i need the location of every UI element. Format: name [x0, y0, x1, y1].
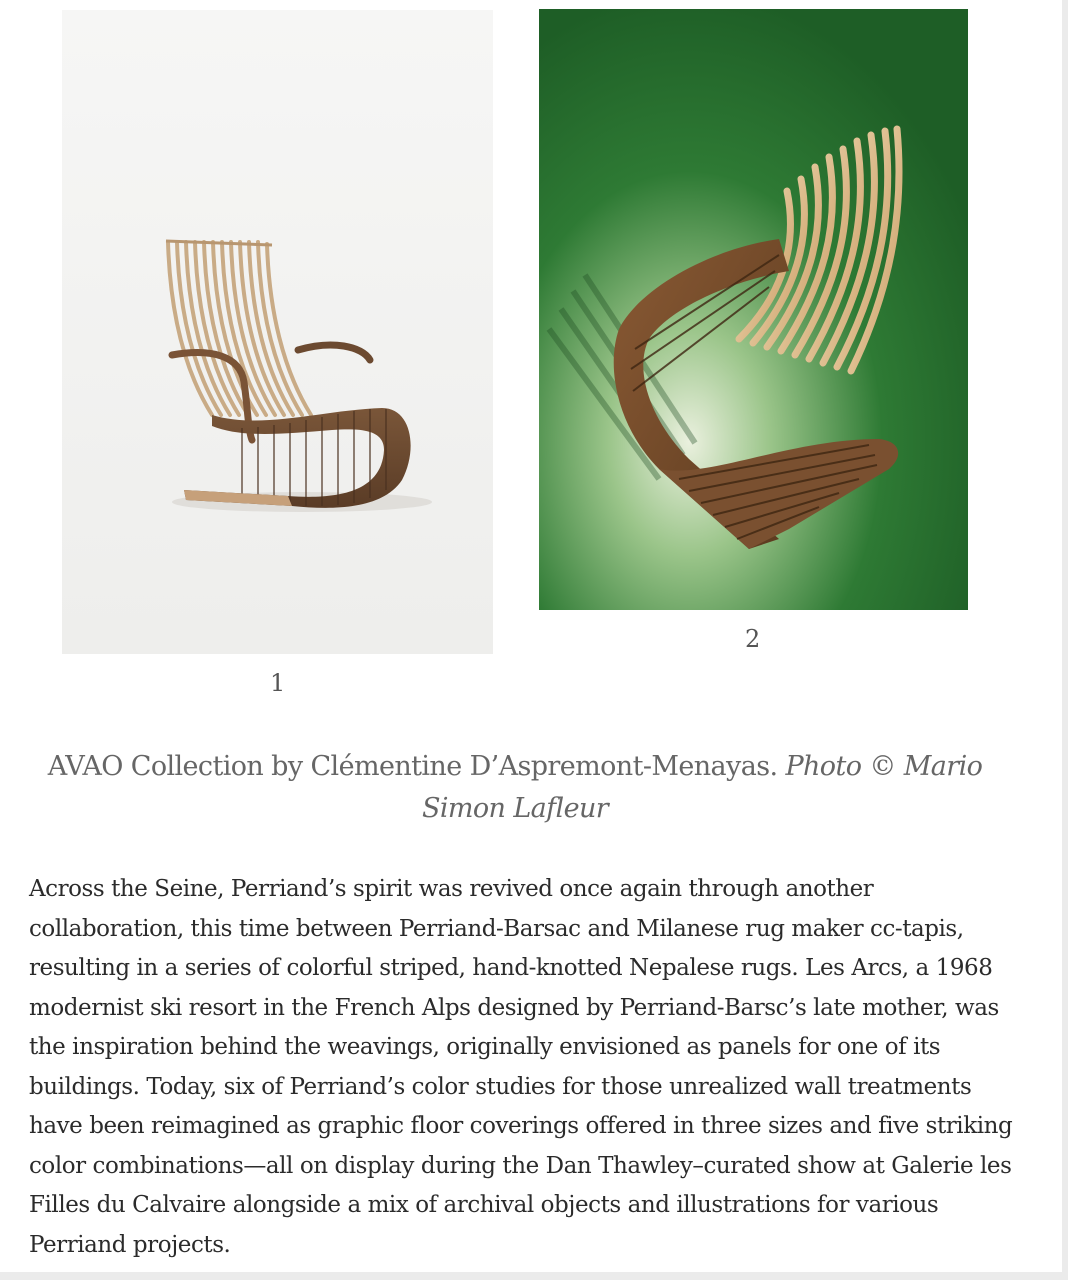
photo-number-2: 2 [745, 625, 761, 653]
paragraph-line: the inspiration behind the weavings, originally envisioned as panels for one of its [29, 1034, 941, 1060]
caption-main: AVAO Collection by Clémentine D’Aspremont-Menayas. [47, 751, 778, 782]
chair-curved-image [539, 9, 968, 610]
paragraph-line: color combinations—all on display during the Dan Thawley–curated show at Galerie les [29, 1152, 1012, 1179]
article-paragraph [29, 870, 1029, 1265]
paragraph-line: buildings. Today, six of Perriand’s color studies for those unrealized wall treatments [29, 1073, 972, 1100]
photo-number-1: 1 [270, 669, 286, 697]
paragraph-line: Filles du Calvaire alongside a mix of archival objects and illustrations for various [29, 1192, 939, 1218]
chair-photo-2[interactable] [539, 9, 968, 610]
paragraph-line: resulting in a series of colorful striped, hand-knotted Nepalese rugs. Les Arcs, a 1968 [29, 955, 993, 981]
paragraph-line: Perriand projects. [29, 1231, 231, 1258]
paragraph-line: Across the Seine, Perriand’s spirit was revived once again through another [29, 876, 874, 902]
chair-lounge-image [62, 10, 493, 654]
photo-caption [40, 746, 990, 830]
paragraph-line: collaboration, this time between Perriand-Barsac and Milanese rug maker cc-tapis, [29, 915, 964, 942]
paragraph-line: have been reimagined as graphic floor coverings offered in three sizes and five striking [29, 1113, 1013, 1139]
paragraph-line: modernist ski resort in the French Alps designed by Perriand-Barsc’s late mother, was [29, 994, 999, 1021]
chair-photo-1[interactable] [62, 10, 493, 654]
caption-credit: Photo © Mario Simon Lafleur [421, 751, 983, 824]
